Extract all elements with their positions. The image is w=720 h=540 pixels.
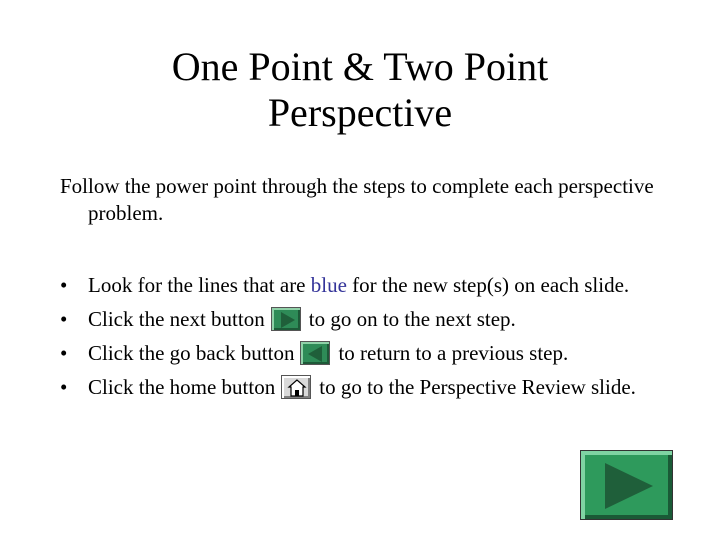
- list-item: [60, 304, 675, 334]
- bullet-text: for the new step(s) on each slide.: [346, 273, 630, 297]
- bullet-dot: •: [60, 341, 68, 365]
- list-item: [60, 338, 675, 368]
- intro-text: Follow the power point through the steps to complete each perspective problem.: [60, 174, 654, 225]
- title-line-2: Perspective: [267, 90, 453, 135]
- bullet-text: Click the next button: [88, 307, 265, 331]
- home-icon: [281, 375, 311, 399]
- instruction-list: [60, 270, 675, 406]
- slide-title: [60, 44, 660, 136]
- blue-word: blue: [310, 273, 347, 297]
- back-button-icon: [300, 341, 330, 365]
- bullet-dot: •: [60, 307, 68, 331]
- title-line-1: One Point & Two Point: [171, 44, 549, 89]
- bullet-text: Click the home button: [88, 375, 276, 399]
- bullet-text: Look for the lines that are: [88, 273, 311, 297]
- list-item: [60, 270, 675, 300]
- list-item: [60, 372, 675, 402]
- next-slide-button[interactable]: [580, 450, 673, 520]
- bullet-dot: •: [60, 273, 68, 297]
- bullet-dot: •: [60, 375, 68, 399]
- bullet-text: to go to the Perspective Review slide.: [319, 375, 636, 399]
- next-arrow-icon: [581, 451, 674, 521]
- next-button-icon: [271, 307, 301, 331]
- bullet-text: to go on to the next step.: [308, 307, 516, 331]
- bullet-text: to return to a previous step.: [338, 341, 569, 365]
- bullet-text: Click the go back button: [88, 341, 295, 365]
